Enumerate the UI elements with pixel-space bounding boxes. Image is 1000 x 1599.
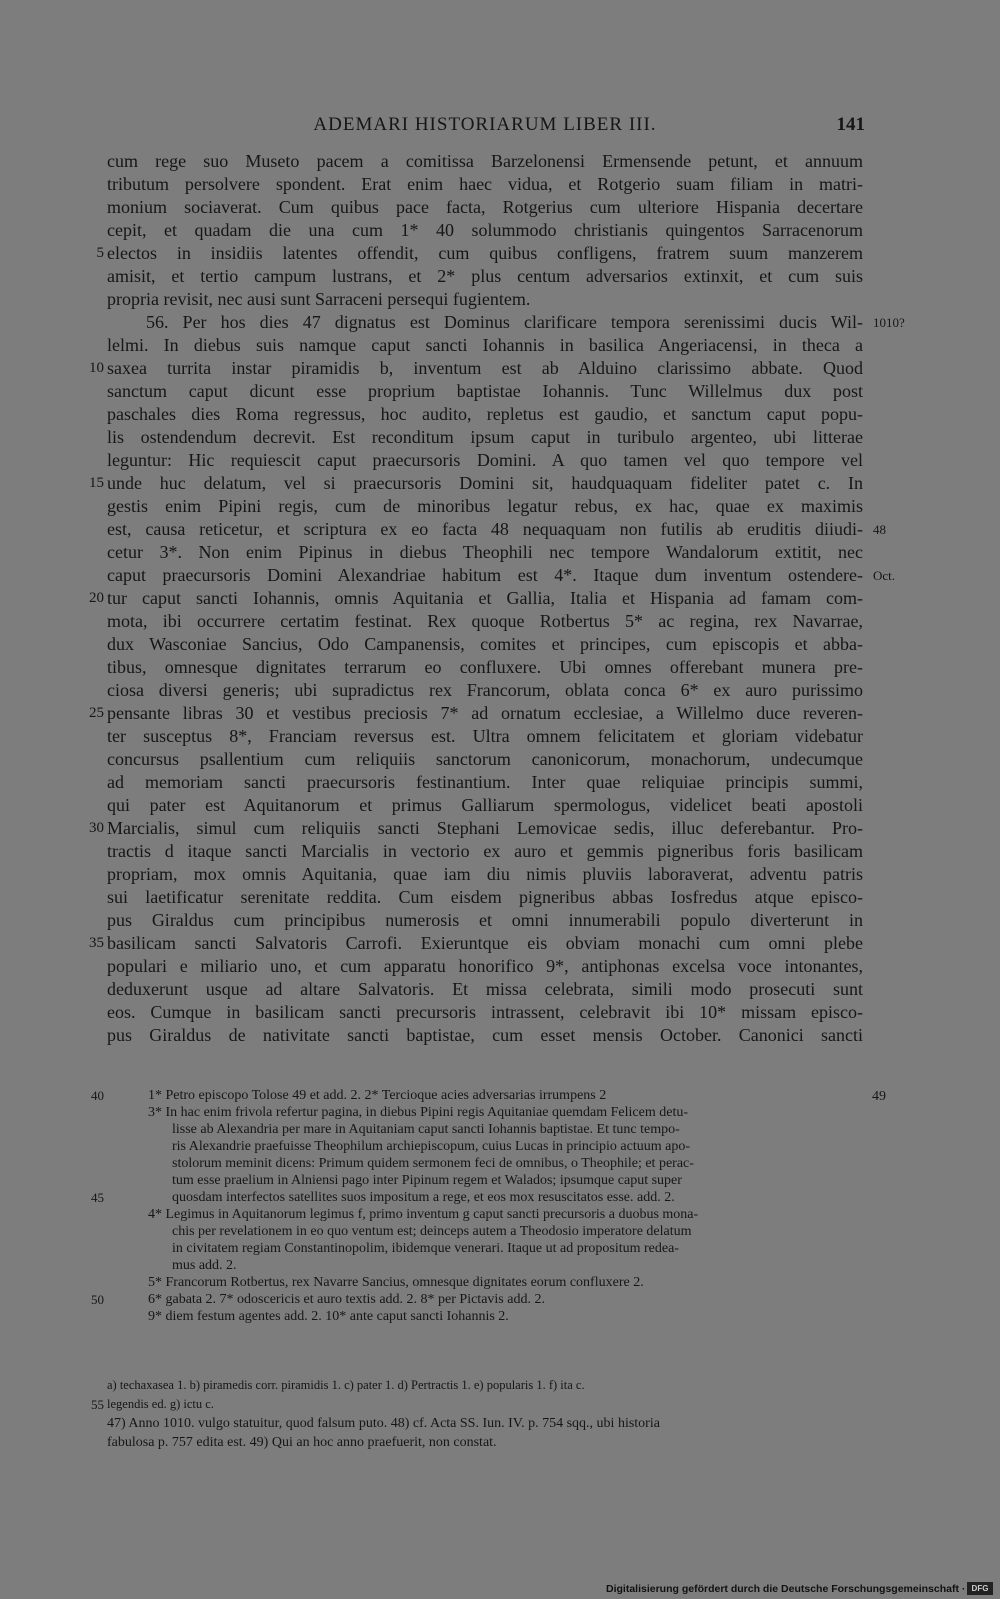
text-line: tributum persolvere spondent. Erat enim haec vidua, et Rotgerio suam filiam in matri- [107,174,863,194]
text-line: unde huc delatum, vel si praecursoris Domini sit, haudquaquam fideliter patet c. In [107,473,863,493]
footnote-line-number: 40 [91,1088,104,1103]
dfg-logo-icon: DFG [967,1582,993,1595]
line-number: 10 [89,360,104,376]
text-line: paschales dies Roma regressus, hoc audito, repletus est gaudio, et sanctum caput popu- [107,404,863,424]
editor-note: fabulosa p. 757 edita est. 49) Qui an hoc anno praefuerit, non constat. [107,1435,497,1450]
text-line: cum rege suo Museto pacem a comitissa Barzelonensi Ermensende petunt, et annuum [107,151,863,171]
line-number: 5 [96,245,104,261]
variant-footnote: chis per revelationem in eo quo ventum est; deinceps autem a Theodosio imperatore delatum [172,1224,692,1239]
variant-footnote: mus add. 2. [172,1258,237,1273]
line-number: 30 [89,820,104,836]
running-title: ADEMARI HISTORIARUM LIBER III. [313,114,657,135]
variant-footnote: in civitatem regiam Constantinopolim, ibidemque venerari. Itaque ut ad propositum redea- [172,1241,679,1256]
line-number: 15 [89,475,104,491]
variant-footnote: tum esse praelium in Alniensi pago inter Pipinum regem et Walados; ipsumque caput super [172,1173,682,1188]
text-line: gestis enim Pipini regis, cum de minoribus legatur rebus, ex hac, quae ex maximis [107,496,863,516]
text-line: est, causa reticetur, et scriptura ex eo facta 48 nequaquam non futilis ab eruditis diiudi- [107,519,863,539]
variant-footnote: lisse ab Alexandria per mare in Aquitaniam caput sancti Iohannis baptistae. Et tunc tempo- [172,1122,680,1137]
text-line: sui laetificatur serenitate reddita. Cum eisdem pigneribus abbas Iosfredus atque episco- [107,887,863,907]
text-line: electos in insidiis latentes offendit, cum quibus confligens, fratrem suum manzerem [107,243,863,263]
text-line: deduxerunt usque ad altare Salvatoris. Et missa celebrata, simili modo prosecuti sunt [107,979,863,999]
footnote-line-number: 45 [91,1190,104,1205]
variant-footnote: stolorum meminit dicens: Primum quidem sermonem feci de omnibus, o Theophile; et perac- [172,1156,694,1171]
text-line: concursus psallentium cum reliquiis sanctorum canonicorum, monachorum, undecumque [107,749,863,769]
text-line: ad memoriam sancti praecursoris festinantium. Inter quae reliquiae principis summi, [107,772,863,792]
variant-footnote: 3* In hac enim frivola refertur pagina, in diebus Pipini regis Aquitaniae quemdam Felicem detu- [148,1105,689,1120]
critical-apparatus-line: legendis ed. g) ictu c. [107,1397,214,1411]
text-line: Marcialis, simul cum reliquiis sancti Stephani Lemovicae sedis, illuc deferebantur. Pro- [107,818,863,838]
text-line: cepit, et quadam die una cum 1* 40 solummodo christianis quingentos Sarracenorum [107,220,863,240]
text-line: sanctum caput dicunt esse proprium baptistae Iohannis. Tunc Willelmus dux post [107,381,863,401]
editor-note: 47) Anno 1010. vulgo statuitur, quod falsum puto. 48) cf. Acta SS. Iun. IV. p. 754 sqq., ubi historia [107,1416,660,1431]
margin-note: Oct. [873,568,896,583]
variant-footnote: 4* Legimus in Aquitanorum legimus f, primo inventum g caput sancti precursoris a duobus mona- [148,1207,699,1222]
variant-footnote: ris Alexandrie praefuisse Theophilum archiepiscopum, cuius Lucas in principio actuum apo- [172,1139,690,1154]
margin-note: 1010? [873,315,905,330]
variant-footnote: 5* Francorum Rotbertus, rex Navarre Sancius, omnesque dignitates eorum confluxere 2. [148,1275,644,1290]
text-line: pus Giraldus de nativitate sancti baptistae, cum esset mensis October. Canonici sancti [107,1025,863,1045]
text-line: pensante libras 30 et vestibus preciosis 7* ad ornatum ecclesiae, a Willelmo duce reveren- [107,703,863,723]
text-line: ter susceptus 8*, Franciam reversus est. Ultra omnem felicitatem et gloriam videbatur [107,726,863,746]
text-line: populari e miliario uno, et cum apparatu honorifico 9*, antiphonas excelsa voce intonantes, [107,956,863,976]
variant-footnote: 6* gabata 2. 7* odoscericis et auro textis add. 2. 8* per Pictavis add. 2. [148,1292,545,1307]
variant-footnote: 1* Petro episcopo Tolose 49 et add. 2. 2* Tercioque acies adversarias irrumpens 2 [148,1088,607,1103]
text-line: tur caput sancti Iohannis, omnis Aquitania et Gallia, Italia et Hispania ad famam com- [107,588,863,608]
text-line: qui pater est Aquitanorum et primus Galliarum spermologus, videlicet beati apostoli [107,795,863,815]
footnote-line-number: 50 [91,1292,104,1307]
margin-note: 48 [873,522,886,537]
text-line: basilicam sancti Salvatoris Carrofi. Exieruntque eis obviam monachi cum omni plebe [107,933,863,953]
digitization-credit: Digitalisierung gefördert durch die Deutsche Forschungsgemeinschaft · [606,1583,966,1595]
text-line: tibus, omnesque dignitates terrarum eo confluxere. Ubi omnes offerebant munera pre- [107,657,863,677]
text-line: pus Giraldus cum principibus numerosis et omni innumerabili populo diverterunt in [107,910,863,930]
variant-footnote: 9* diem festum agentes add. 2. 10* ante caput sancti Iohannis 2. [148,1309,509,1324]
text-line: saxea turrita instar piramidis b, inventum est ab Alduino clarissimo abbate. Quod [107,358,863,378]
text-line: monium sociaverat. Cum quibus pace facta, Rotgerius cum ulteriore Hispania decertare [107,197,863,217]
page-number: 141 [836,114,865,135]
text-line: eos. Cumque in basilicam sancti precursoris intrassent, celebravit ibi 10* missam episco- [107,1002,863,1022]
text-line: caput praecursoris Domini Alexandriae habitum est 4*. Itaque dum inventum ostendere- [107,565,863,585]
critical-apparatus-line: a) techaxasea 1. b) piramedis corr. piramidis 1. c) pater 1. d) Pertractis 1. e) popularis 1. f) ita c. [107,1378,585,1392]
text-line: cetur 3*. Non enim Pipinus in diebus Theophili nec tempore Wandalorum extitit, nec [107,542,863,562]
line-number: 35 [89,935,104,951]
text-line: propriam, mox omnis Aquitania, quae iam diu nimis pluviis laboraverat, adventu patris [107,864,863,884]
text-line: ciosa diversi generis; ubi supradictus rex Francorum, oblata conca 6* ex auro purissimo [107,680,863,700]
variant-footnote: quosdam interfectos satellites suos impositum a rege, et eos mox resuscitatos esse. add. 2. [172,1190,675,1205]
text-line: lelmi. In diebus suis namque caput sancti Iohannis in basilica Angeriacensi, in theca a [107,335,863,355]
text-line: lis ostendendum decrevit. Est reconditum ipsum caput in turibulo argenteo, ubi litterae [107,427,863,447]
text-line: amisit, et tertio campum lustrans, et 2* plus centum adversarios extinxit, et cum suis [107,266,863,286]
text-line: tractis d itaque sancti Marcialis in vectorio ex auro et gemmis pigneribus foris basilicam [107,841,863,861]
footnote-margin-note: 49 [872,1089,886,1104]
text-line: dux Wasconiae Sancius, Odo Campanensis, comites et principes, cum episcopis et abba- [107,634,863,654]
line-number: 20 [89,590,104,606]
text-line: leguntur: Hic requiescit caput praecursoris Domini. A quo tamen vel quo tempore vel [107,450,863,470]
text-line: mota, ibi occurrere certatim festinat. Rex quoque Rotbertus 5* ac regina, rex Navarrae, [107,611,863,631]
text-line: 56. Per hos dies 47 dignatus est Dominus clarificare tempora serenissimi ducis Wil- [146,312,863,332]
text-line: propria revisit, nec ausi sunt Sarraceni persequi fugientem. [107,289,531,309]
line-number: 25 [89,705,104,721]
running-header [105,110,865,140]
footnote-line-number: 55 [91,1397,104,1412]
